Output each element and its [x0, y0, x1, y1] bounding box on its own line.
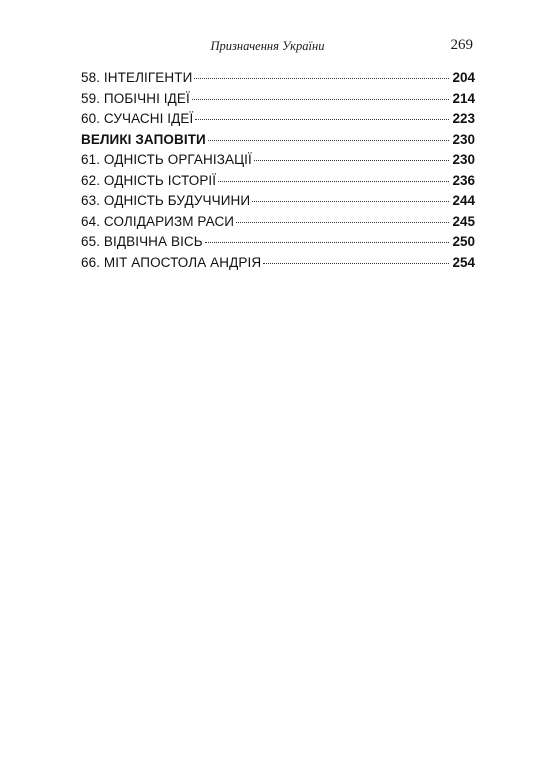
- toc-entry-64: [81, 212, 475, 233]
- toc-section-heading: [81, 130, 475, 151]
- dot-leader: [236, 222, 449, 223]
- toc-entry-title: 60. СУЧАСНІ ІДЕЇ: [81, 111, 194, 126]
- toc-entry-page: 223: [452, 111, 475, 126]
- dot-leader: [263, 263, 449, 264]
- dot-leader: [192, 99, 450, 100]
- dot-leader: [254, 160, 450, 161]
- dot-leader: [195, 119, 449, 120]
- toc-entry-title: 59. ПОБІЧНІ ІДЕЇ: [81, 90, 190, 106]
- table-of-contents: [81, 68, 475, 273]
- toc-entry-title: 63. ОДНІСТЬ БУДУЧЧИНИ: [81, 193, 251, 208]
- toc-entry-page: 230: [452, 131, 475, 147]
- toc-entry-page: 244: [452, 193, 475, 208]
- running-title: Призначення України: [210, 39, 325, 53]
- dot-leader: [218, 181, 449, 182]
- toc-entry-title: 64. СОЛІДАРИЗМ РАСИ: [81, 213, 235, 229]
- toc-entry-page: 236: [452, 172, 475, 188]
- toc-entry-title: 65. ВІДВІЧНА ВІСЬ: [81, 234, 203, 249]
- dot-leader: [205, 242, 450, 243]
- toc-entry-58: [81, 68, 475, 89]
- toc-entry-title: 61. ОДНІСТЬ ОРГАНІЗАЦІЇ: [81, 152, 252, 167]
- toc-section-title: ВЕЛИКІ ЗАПОВІТИ: [81, 131, 206, 147]
- toc-entry-page: 230: [452, 152, 475, 167]
- toc-entry-title: 58. ІНТЕЛІГЕНТИ: [81, 70, 193, 85]
- toc-entry-title: 62. ОДНІСТЬ ІСТОРІЇ: [81, 172, 217, 188]
- dot-leader: [194, 78, 449, 79]
- toc-entry-page: 254: [452, 254, 475, 270]
- toc-entry-66: [81, 253, 475, 274]
- toc-entry-page: 214: [452, 90, 475, 106]
- dot-leader: [208, 140, 450, 141]
- toc-entry-59: [81, 89, 475, 110]
- toc-entry-62: [81, 171, 475, 192]
- toc-entry-65: [81, 232, 475, 253]
- toc-entry-61: [81, 150, 475, 171]
- toc-entry-60: [81, 109, 475, 130]
- dot-leader: [252, 201, 449, 202]
- toc-entry-63: [81, 191, 475, 212]
- toc-entry-page: 204: [452, 70, 475, 85]
- toc-entry-page: 245: [452, 213, 475, 229]
- toc-entry-page: 250: [452, 234, 475, 249]
- toc-entry-title: 66. МІТ АПОСТОЛА АНДРІЯ: [81, 254, 262, 270]
- page-number: 269: [450, 37, 473, 53]
